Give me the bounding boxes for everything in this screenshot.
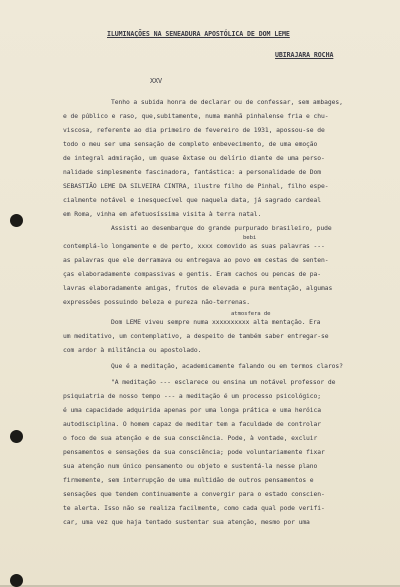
text-line: Dom LEME viveu sempre numa xxxxxxxxxx alta mentação. Era bbox=[111, 319, 321, 326]
interlinear-correction: bebi bbox=[243, 235, 257, 241]
text-line: expressões possuindo beleza e pureza não-terrenas. bbox=[63, 299, 250, 306]
text-line: lavras elaboradamente amigas, frutos de elevada e pura mentação, algumas bbox=[63, 285, 333, 292]
interlinear-correction: atmosfera de bbox=[231, 311, 271, 317]
text-line: em Roma, vinha em afetuosíssima visita à terra natal. bbox=[63, 211, 262, 218]
text-line: sua atenção num único pensamento ou objeto e sustentá-la nesse plano bbox=[63, 463, 318, 470]
text-line: é uma capacidade adquirida apenas por uma longa prática e uma heróica bbox=[63, 407, 322, 414]
text-line: SEBASTIÃO LEME DA SILVEIRA CINTRA, ilustre filho de Pinhal, filho espe- bbox=[63, 183, 329, 190]
text-line: as palavras que ele derramava ou entregava ao povo em cestas de senten- bbox=[63, 257, 329, 264]
text-line: Tenho a subida honra de declarar ou de confessar, sem ambages, bbox=[111, 99, 343, 106]
document-title: ILUMINAÇÕES NA SENEADURA APOSTÓLICA DE DOM LEME bbox=[107, 30, 290, 38]
text-line: te alerta. Isso não se realiza facilmente, como cada qual pode verifi- bbox=[63, 505, 325, 512]
text-line: pensamentos e sensações da sua consciência; pode voluntariamente fixar bbox=[63, 449, 325, 456]
text-line: firmemente, sem interrupção de uma multidão de outros pensamentos e bbox=[63, 477, 314, 484]
text-line: cialmente notável e inesquecível que naquela data, já sagrado cardeal bbox=[63, 197, 322, 204]
text-line: contemplá-lo longamente e de perto, xxxx comovido as suas palavras --- bbox=[63, 243, 325, 250]
text-line: autodisciplina. O homem capaz de meditar tem a faculdade de controlar bbox=[63, 421, 322, 428]
text-line: psiquiatria de nosso tempo --- a meditação é um processo psicológico; bbox=[63, 393, 322, 400]
text-line: um meditativo, um contemplativo, a despeito de também saber entregar-se bbox=[63, 333, 329, 340]
text-line: com ardor à militância ou apostolado. bbox=[63, 347, 202, 354]
text-line: sensações que tendem continuamente a convergir para o estado conscien- bbox=[63, 491, 325, 498]
text-line: nalidade simplesmente fascinadora, fantástica: a personalidade de Dom bbox=[63, 169, 322, 176]
text-line: todo o meu ser uma sensação de completo enbevecimento, de uma emoção bbox=[63, 141, 318, 148]
text-line: o foco de sua atenção e de sua consciência. Pode, à vontade, excluir bbox=[63, 435, 318, 442]
text-line: Assisti ao desembarque do grande purpurado brasileiro, pude bbox=[111, 225, 332, 232]
text-line: car, uma vez que haja tentado sustentar sua atenção, mesmo por uma bbox=[63, 519, 310, 526]
text-line: de integral admiração, um quase êxtase ou delírio diante de uma perso- bbox=[63, 155, 325, 162]
text-line: "A meditação --- esclarece ou ensina um notável professor de bbox=[111, 379, 336, 386]
author-name: UBIRAJARA ROCHA bbox=[275, 51, 334, 59]
text-line: ças elaboradamente compassivas e gentis. Eram cachos ou pencas de pa- bbox=[63, 271, 322, 278]
text-line: viscosa, referente ao dia primeiro de fevereiro de 1931, apossou-se de bbox=[63, 127, 325, 134]
text-line: e de público e raso, que,subitamente, numa manhã pinhalense fria e chu- bbox=[63, 113, 329, 120]
chapter-number: XXV bbox=[150, 77, 163, 85]
text-line: Que é a meditação, academicamente falando ou em termos claros? bbox=[111, 363, 343, 370]
